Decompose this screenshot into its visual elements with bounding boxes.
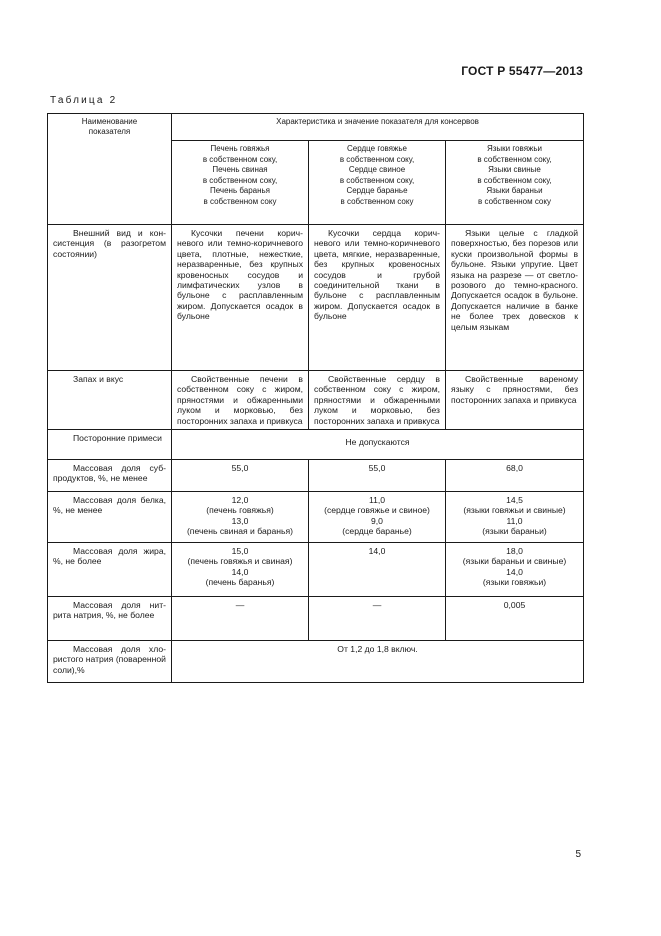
- characteristics-table: [47, 113, 584, 683]
- indicator-name-header: Наименование показателя: [48, 114, 172, 225]
- indicator-appearance: Внешний вид и консистенция (в разогретом состоянии): [48, 225, 172, 371]
- value-cell: Свойственные печени в собственном соку с жиром, пряностями и обжаренными луком и морковью, без посторонних запаха и привкуса: [172, 371, 309, 430]
- value-cell: От 1,2 до 1,8 включ.: [172, 641, 584, 683]
- value-cell: 14,5 (языки говяжьи и свиные) 11,0 (языки бараньи): [446, 492, 584, 543]
- table-row: [48, 430, 584, 460]
- table-row: [48, 460, 584, 492]
- document-code: ГОСТ Р 55477—2013: [461, 64, 583, 78]
- value-cell: 15,0 (печень говяжья и свиная) 14,0 (печень баранья): [172, 543, 309, 597]
- indicator-impurities: Посторонние примеси: [48, 430, 172, 460]
- indicator-protein: Массовая доля белка, %, не менее: [48, 492, 172, 543]
- table-row: [48, 225, 584, 371]
- product-header-tongue: Языки говяжьи в собственном соку, Языки свиные в собственном соку, Языки бараньи в собственном соку: [446, 141, 584, 225]
- table-row: [48, 543, 584, 597]
- value-cell: Кусочки сердца коричневого или темно-коричневого цвета, мягкие, неразваренные, без крупных кровеносных сосудов и грубой соединительной ткани в бульоне с расплавленным жиром. Допускается осадок в бульоне: [309, 225, 446, 371]
- value-cell: —: [172, 597, 309, 641]
- table-label: Таблица 2: [50, 95, 118, 106]
- value-cell: 55,0: [309, 460, 446, 492]
- value-cell: Не допускаются: [172, 430, 584, 460]
- value-cell: 55,0: [172, 460, 309, 492]
- page-number: 5: [575, 849, 581, 860]
- value-cell: Языки целые с гладкой поверхностью, без порезов или куски произвольной формы в бульоне. Языки упругие. Цвет языка на разрезе — от светлорозового до темно-красного. Допускается осадок в бульоне. Допускается наличие в банке не более трех довесков к целым языкам: [446, 225, 584, 371]
- value-cell: 18,0 (языки бараньи и свиные) 14,0 (языки говяжьи): [446, 543, 584, 597]
- value-cell: —: [309, 597, 446, 641]
- table-row: [48, 371, 584, 430]
- product-header-liver: Печень говяжья в собственном соку, Печень свиная в собственном соку, Печень баранья в собственном соку: [172, 141, 309, 225]
- indicator-fat: Массовая доля жира, %, не более: [48, 543, 172, 597]
- table-row: [48, 597, 584, 641]
- value-cell: Кусочки печени коричневого или темно-коричневого цвета, плотные, нежесткие, неразваренные, без крупных кровеносных сосудов и лимфатических узлов в бульоне с расплавленным жиром. Допускается осадок в бульоне: [172, 225, 309, 371]
- value-cell: 68,0: [446, 460, 584, 492]
- value-cell: 12,0 (печень говяжья) 13,0 (печень свиная и баранья): [172, 492, 309, 543]
- indicator-nitrite: Массовая доля нитрита натрия, %, не более: [48, 597, 172, 641]
- table-row: [48, 641, 584, 683]
- indicator-smell: Запах и вкус: [48, 371, 172, 430]
- value-cell: 14,0: [309, 543, 446, 597]
- indicator-byproduct: Массовая доля субпродуктов, %, не менее: [48, 460, 172, 492]
- value-cell: 0,005: [446, 597, 584, 641]
- value-cell: Свойственные сердцу в собственном соку с жиром, пряностями и обжаренными луком и морковью, без посторонних запаха и привкуса: [309, 371, 446, 430]
- table-header-row: [48, 114, 584, 141]
- characteristics-header: Характеристика и значение показателя для консервов: [172, 114, 584, 141]
- table-row: [48, 492, 584, 543]
- product-header-heart: Сердце говяжье в собственном соку, Сердце свиное в собственном соку, Сердце баранье в собственном соку: [309, 141, 446, 225]
- value-cell: 11,0 (сердце говяжье и свиное) 9,0 (сердце баранье): [309, 492, 446, 543]
- value-cell: Свойственные вареному языку с пряностями, без посторонних запаха и привкуса: [446, 371, 584, 430]
- indicator-salt: Массовая доля хлористого натрия (поваренной соли),%: [48, 641, 172, 683]
